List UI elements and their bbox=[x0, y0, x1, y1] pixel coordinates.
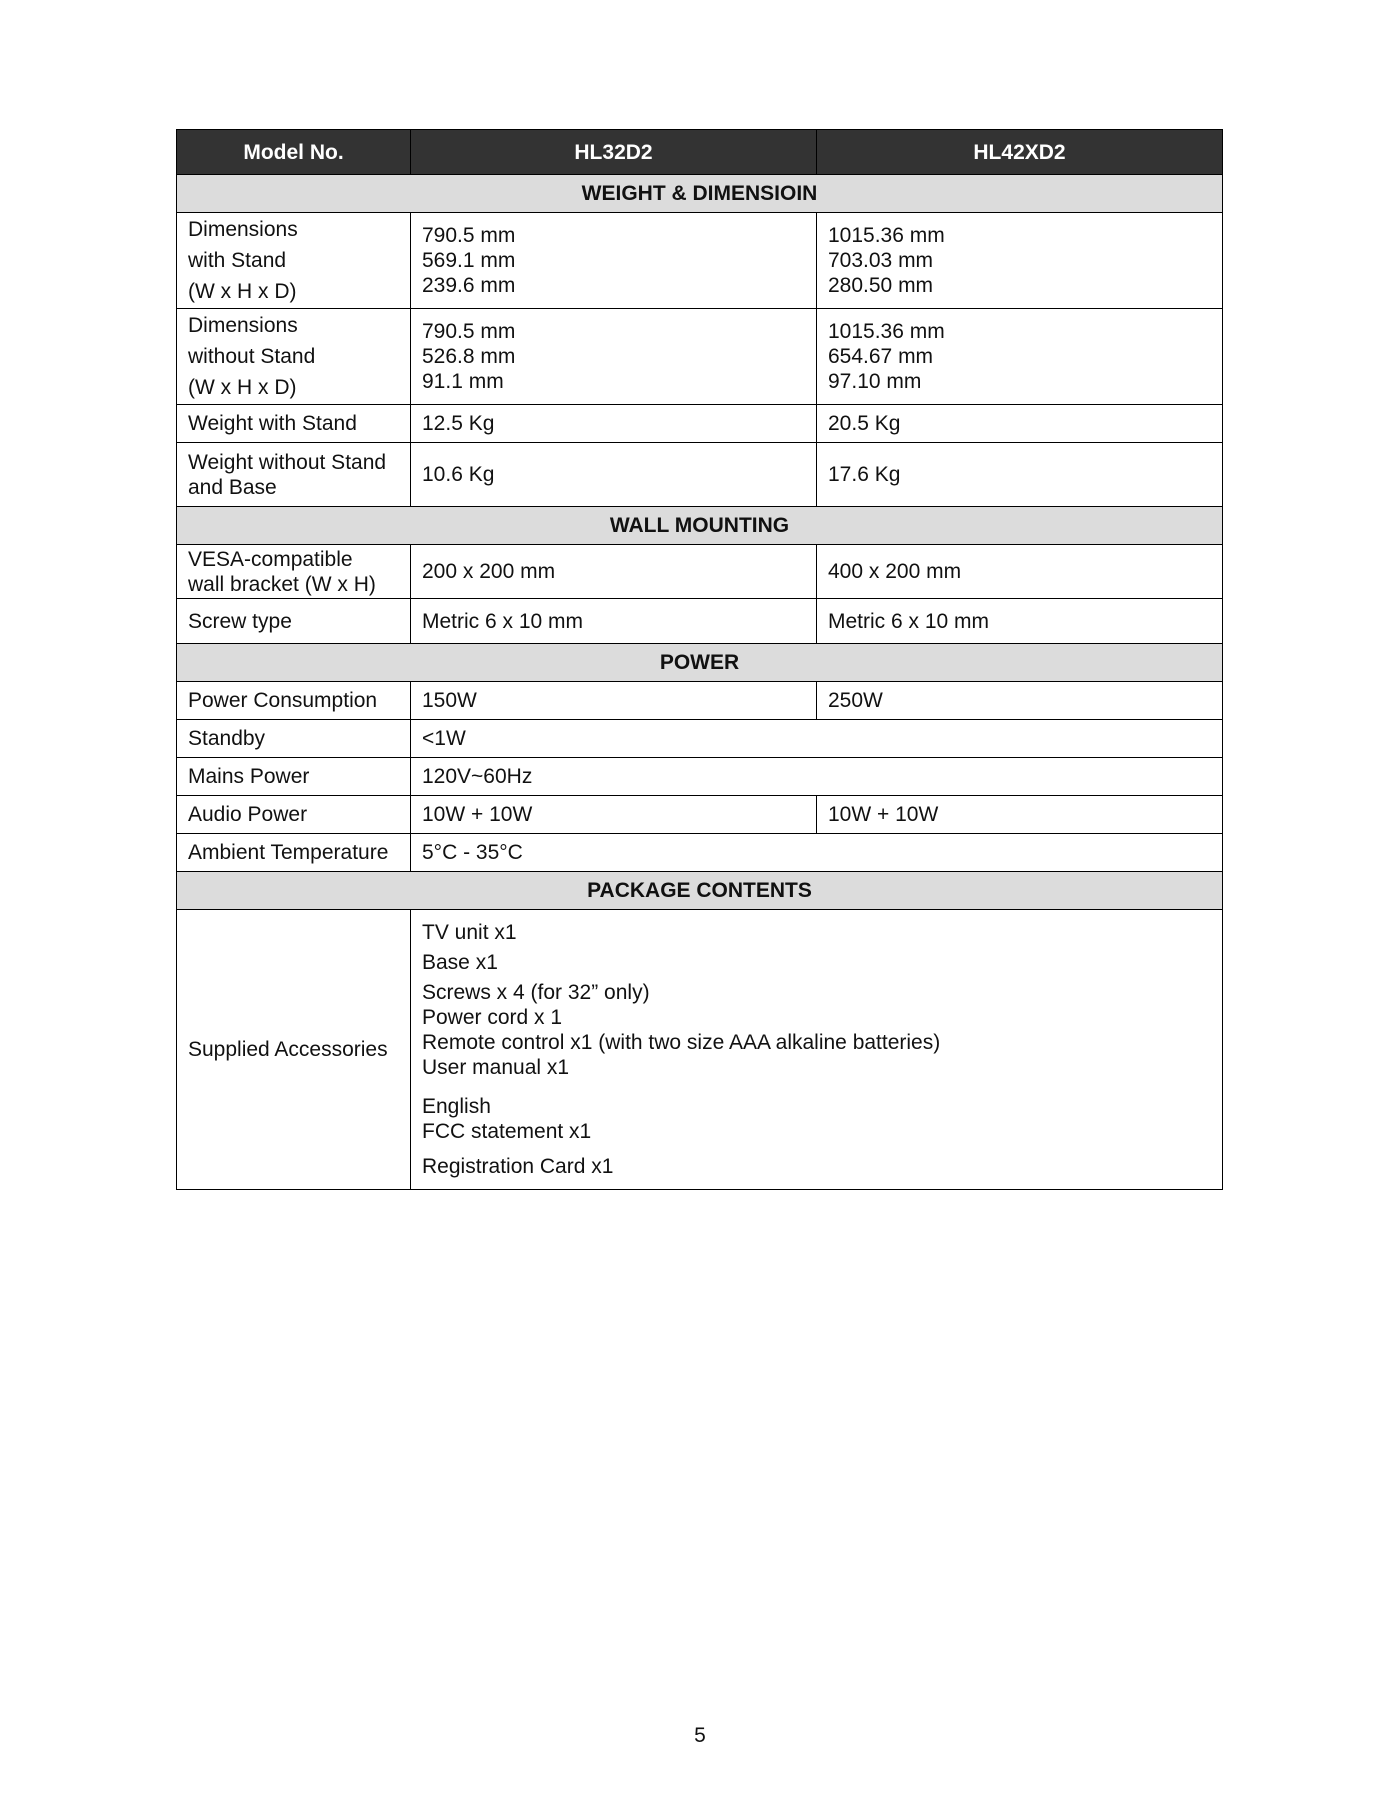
list-item: Remote control x1 (with two size AAA alkaline batteries) bbox=[422, 1031, 941, 1054]
row-label: Audio Power bbox=[177, 796, 411, 834]
value-model-a: Metric 6 x 10 mm bbox=[411, 599, 817, 644]
section-package-contents bbox=[177, 872, 1223, 910]
row-label: Dimensions with Stand (W x H x D) bbox=[177, 213, 411, 309]
value-model-a: 10W + 10W bbox=[411, 796, 817, 834]
table-header-row bbox=[177, 130, 1223, 175]
list-item: TV unit x1 bbox=[422, 921, 517, 944]
list-item: Base x1 bbox=[422, 951, 498, 974]
list-item: FCC statement x1 bbox=[422, 1120, 592, 1143]
row-label: Standby bbox=[177, 720, 411, 758]
header-model-label: Model No. bbox=[177, 130, 411, 175]
value-model-b: 400 x 200 mm bbox=[817, 545, 1223, 599]
page-number: 5 bbox=[694, 1724, 706, 1747]
table-row bbox=[177, 796, 1223, 834]
list-item: User manual x1 bbox=[422, 1056, 570, 1079]
section-wall-mounting bbox=[177, 507, 1223, 545]
section-power bbox=[177, 644, 1223, 682]
list-item: Screws x 4 (for 32” only) bbox=[422, 981, 650, 1004]
row-label: Power Consumption bbox=[177, 682, 411, 720]
section-title: WEIGHT & DIMENSIOIN bbox=[177, 175, 1223, 213]
specifications-table bbox=[176, 129, 1223, 1190]
row-label: Supplied Accessories bbox=[177, 910, 411, 1190]
table-row bbox=[177, 545, 1223, 599]
value-shared: 5°C - 35°C bbox=[411, 834, 1223, 872]
value-model-a: 10.6 Kg bbox=[411, 443, 817, 507]
value-model-b: Metric 6 x 10 mm bbox=[817, 599, 1223, 644]
value-model-b: 10W + 10W bbox=[817, 796, 1223, 834]
table-row bbox=[177, 213, 1223, 309]
table-row bbox=[177, 758, 1223, 796]
value-model-b: 1015.36 mm 703.03 mm 280.50 mm bbox=[817, 213, 1223, 309]
table-row bbox=[177, 443, 1223, 507]
value-model-a: 790.5 mm 526.8 mm 91.1 mm bbox=[411, 309, 817, 405]
value-model-b: 17.6 Kg bbox=[817, 443, 1223, 507]
value-model-b: 250W bbox=[817, 682, 1223, 720]
row-label: Weight with Stand bbox=[177, 405, 411, 443]
section-title: WALL MOUNTING bbox=[177, 507, 1223, 545]
header-model-a: HL32D2 bbox=[411, 130, 817, 175]
accessories-list bbox=[411, 910, 1223, 1190]
row-label: VESA-compatible wall bracket (W x H) bbox=[177, 545, 411, 599]
value-model-a: 200 x 200 mm bbox=[411, 545, 817, 599]
section-weight-dimension bbox=[177, 175, 1223, 213]
value-model-a: 12.5 Kg bbox=[411, 405, 817, 443]
section-title: PACKAGE CONTENTS bbox=[177, 872, 1223, 910]
table-row bbox=[177, 834, 1223, 872]
table-row bbox=[177, 910, 1223, 1190]
list-item: Registration Card x1 bbox=[422, 1155, 614, 1178]
section-title: POWER bbox=[177, 644, 1223, 682]
row-label: Ambient Temperature bbox=[177, 834, 411, 872]
list-item: English bbox=[422, 1095, 491, 1118]
table-row bbox=[177, 599, 1223, 644]
table-row bbox=[177, 682, 1223, 720]
row-label: Dimensions without Stand (W x H x D) bbox=[177, 309, 411, 405]
table-row bbox=[177, 720, 1223, 758]
value-model-b: 20.5 Kg bbox=[817, 405, 1223, 443]
value-shared: 120V~60Hz bbox=[411, 758, 1223, 796]
value-model-b: 1015.36 mm 654.67 mm 97.10 mm bbox=[817, 309, 1223, 405]
header-model-b: HL42XD2 bbox=[817, 130, 1223, 175]
row-label: Mains Power bbox=[177, 758, 411, 796]
value-model-a: 790.5 mm 569.1 mm 239.6 mm bbox=[411, 213, 817, 309]
row-label: Weight without Stand and Base bbox=[177, 443, 411, 507]
value-shared: <1W bbox=[411, 720, 1223, 758]
row-label: Screw type bbox=[177, 599, 411, 644]
list-item: Power cord x 1 bbox=[422, 1006, 563, 1029]
table-row bbox=[177, 309, 1223, 405]
value-model-a: 150W bbox=[411, 682, 817, 720]
table-row bbox=[177, 405, 1223, 443]
